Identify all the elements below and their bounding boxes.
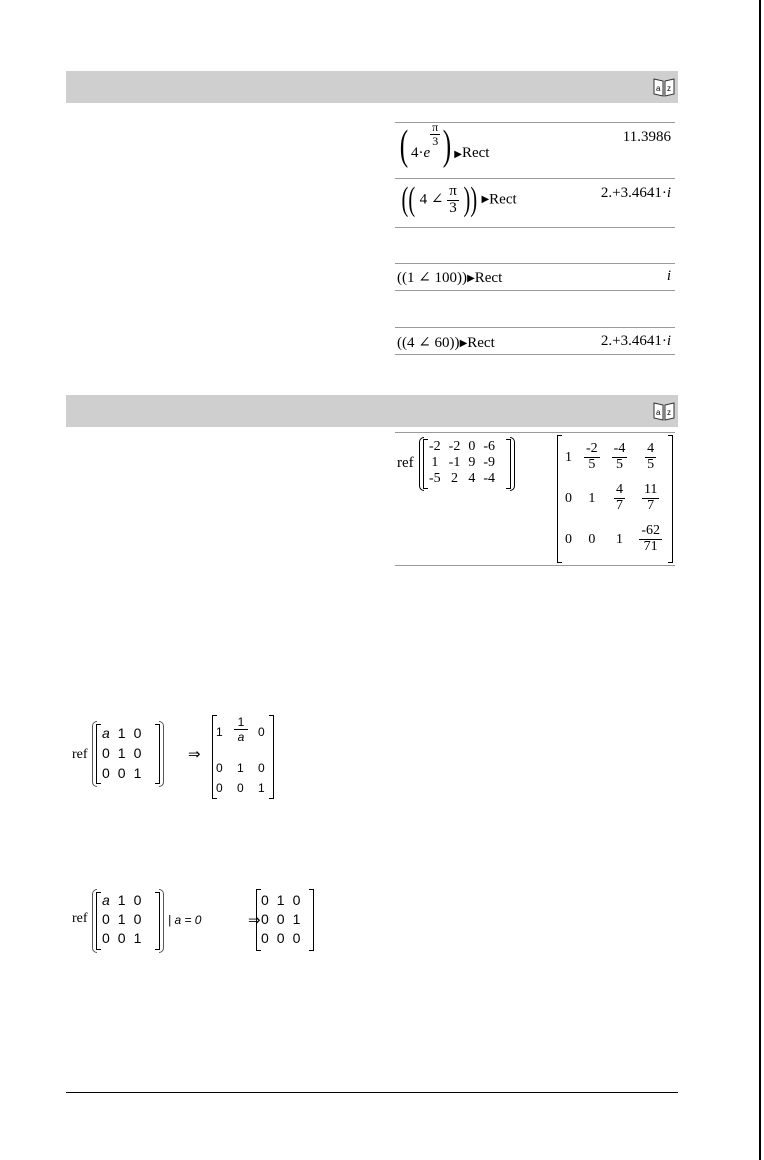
ref-output-matrix — [557, 435, 673, 563]
calc-row-3: ((1 ∠ 100))▶Rect i — [395, 263, 675, 291]
svg-text:a: a — [656, 84, 661, 93]
example-2: ref a 1 0 0 1 0 0 0 1 | a = 0 ⇒ 0 1 0 0 0 1 0 0 0 — [72, 889, 322, 955]
matrix-cell: -2 — [448, 439, 461, 454]
example-1-output: 1 1 a 0 0 1 0 0 0 1 — [212, 715, 274, 799]
matrix-cell: 0 — [276, 910, 285, 927]
matrix-cell: 1 — [276, 891, 285, 908]
fraction: $\frac{4}{7}$ — [616, 482, 623, 513]
matrix-cell: 9 — [468, 455, 476, 470]
matrix-cell: -5 — [429, 471, 441, 486]
example-1-input — [92, 721, 164, 787]
matrix-cell: 0 — [133, 725, 142, 741]
matrix-cell: 1 — [616, 531, 623, 547]
matrix-cell: 0 — [588, 531, 596, 547]
calc-row-1: ( 4·e $\frac{\pi}{3}$ ) $_▶$Rect 11.3986 — [395, 122, 675, 178]
matrix-row — [559, 519, 668, 560]
matrix-cell: -9 — [483, 455, 496, 470]
matrix-row — [425, 439, 499, 455]
matrix-cell: 0 — [102, 929, 110, 946]
matrix-row — [559, 478, 668, 519]
matrix-cell — [633, 519, 668, 560]
matrix-cell: 0 — [468, 439, 476, 454]
matrix-cell: 0 — [276, 929, 285, 946]
fraction: $\frac{-62}{71}$ — [641, 523, 661, 554]
matrix-cell: 0 — [102, 745, 110, 761]
matrix-cell: 2 — [451, 471, 458, 486]
matrix-cell: 0 — [292, 929, 301, 946]
matrix-row — [559, 437, 668, 478]
matrix-cell — [606, 478, 634, 519]
matrix-cell: 1 — [117, 745, 126, 761]
book-icon[interactable] — [653, 401, 675, 421]
fraction: $\frac{11}{7}$ — [643, 482, 658, 513]
matrix-cell — [633, 437, 668, 478]
matrix-cell: 1 — [117, 725, 126, 741]
matrix-row — [257, 890, 304, 909]
matrix-cell: 1 — [117, 891, 126, 908]
section-header-rect — [66, 71, 678, 103]
matrix-row — [98, 909, 145, 928]
matrix-cell: -4 — [483, 471, 496, 486]
footer-rule — [66, 1092, 678, 1093]
fraction: $\frac{4}{5}$ — [647, 441, 655, 472]
matrix-cell: 0 — [133, 910, 142, 927]
matrix-cell: 1 — [133, 929, 142, 946]
matrix-row — [98, 723, 145, 743]
matrix-row — [425, 471, 499, 487]
calc-row-4: ((4 ∠ 60))▶Rect 2.+3.4641·i — [395, 327, 675, 355]
matrix-cell: 1 — [588, 490, 596, 506]
matrix-cell: 0 — [565, 531, 572, 547]
svg-text:z: z — [667, 84, 671, 93]
matrix-cell: -1 — [448, 455, 461, 470]
fraction: $\frac{-4}{5}$ — [613, 441, 626, 472]
matrix-row — [98, 743, 145, 763]
matrix-row — [98, 763, 145, 783]
calc-row-2: (( 4 ∠ $\frac{\pi}{3}$ )) ▶Rect 2.+3.4641·i — [395, 178, 675, 228]
calc-row-ref — [395, 432, 675, 566]
matrix-cell: 0 — [133, 745, 142, 761]
matrix-cell: 0 — [261, 891, 269, 908]
page-edge-rule — [759, 0, 761, 1160]
ref-fn-label: ref — [397, 455, 414, 471]
matrix-cell: a — [102, 725, 110, 741]
matrix-row — [425, 455, 499, 471]
matrix-cell: 4 — [468, 471, 476, 486]
matrix-cell: 1 — [133, 765, 142, 781]
ref-input-matrix — [419, 437, 515, 491]
matrix-cell: a — [102, 891, 110, 908]
example-2-input — [92, 889, 164, 953]
matrix-cell: 0 — [102, 765, 110, 781]
matrix-row — [257, 928, 304, 947]
svg-text:a: a — [656, 408, 661, 417]
fraction: $\frac{-2}{5}$ — [586, 441, 598, 472]
example-1: ref a 1 0 0 1 0 0 0 1 ⇒ 1 1 a 0 0 1 0 0 0 1 — [72, 715, 282, 801]
example-2-output — [256, 889, 314, 951]
matrix-cell — [578, 437, 606, 478]
matrix-cell: 0 — [102, 910, 110, 927]
matrix-cell: -2 — [429, 439, 441, 454]
matrix-cell — [606, 437, 634, 478]
svg-text:z: z — [667, 408, 671, 417]
matrix-cell: 0 — [261, 929, 269, 946]
matrix-row — [257, 909, 304, 928]
matrix-cell: 0 — [292, 891, 301, 908]
matrix-row — [98, 890, 145, 909]
matrix-cell: 0 — [261, 910, 269, 927]
book-icon[interactable] — [653, 77, 675, 97]
matrix-cell: 0 — [565, 490, 572, 506]
matrix-cell: 0 — [117, 929, 126, 946]
section-header-ref — [66, 395, 678, 427]
matrix-cell: 0 — [117, 765, 126, 781]
matrix-cell: 1 — [292, 910, 301, 927]
matrix-cell: 1 — [565, 449, 572, 465]
matrix-cell: 0 — [133, 891, 142, 908]
matrix-cell: 1 — [117, 910, 126, 927]
matrix-cell — [633, 478, 668, 519]
matrix-row — [98, 928, 145, 947]
matrix-cell: 1 — [431, 455, 439, 470]
matrix-cell: -6 — [483, 439, 496, 454]
